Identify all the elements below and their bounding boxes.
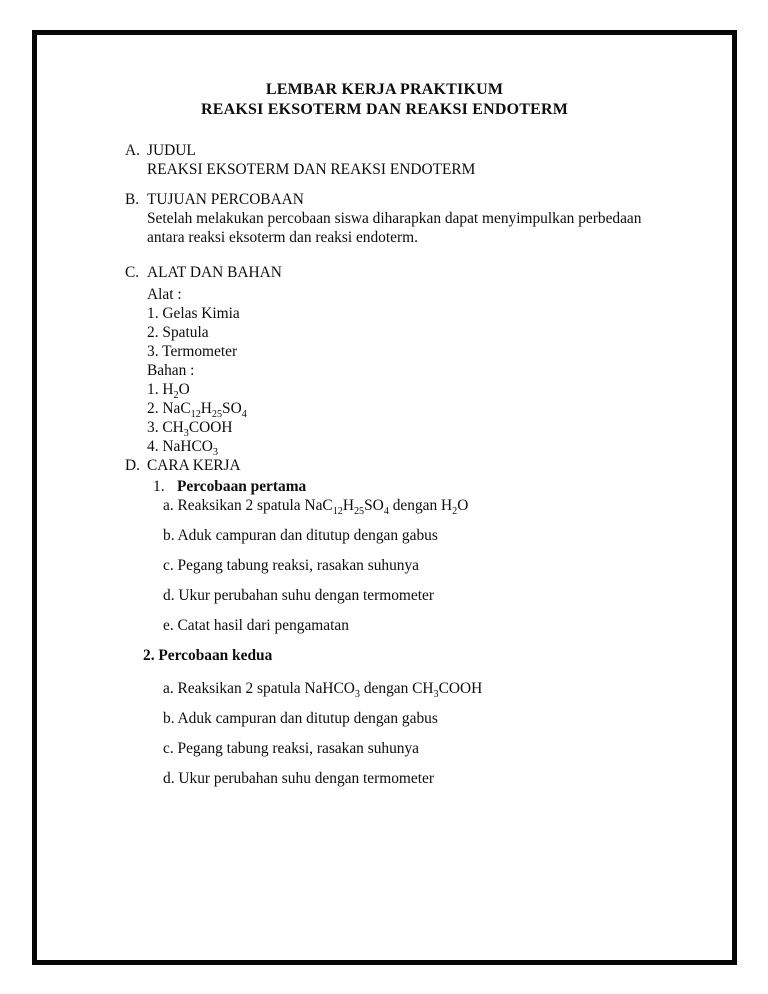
procedure-2-step: d. Ukur perubahan suhu dengan termometer	[163, 770, 434, 787]
procedure-1-number: 1.	[153, 478, 165, 495]
bahan-item: 4. NaHCO$_3$	[147, 438, 218, 459]
section-cara-kerja	[125, 456, 698, 788]
procedure-2-heading: 2. Percobaan kedua	[143, 647, 273, 664]
procedure-1-step: c. Pegang tabung reaksi, rasakan suhunya	[163, 557, 420, 574]
document-header	[37, 80, 732, 120]
section-a-heading: JUDUL	[147, 142, 196, 159]
section-d-heading-row	[125, 456, 698, 475]
section-a-body: REAKSI EKSOTERM DAN REAKSI ENDOTERM	[147, 161, 476, 178]
section-b-text-line1: Setelah melakukan percobaan siswa diharapkan dapat menyimpulkan perbedaan	[147, 210, 642, 227]
section-c-heading: ALAT DAN BAHAN	[147, 264, 282, 281]
procedure-1-step: e. Catat hasil dari pengamatan	[163, 617, 349, 634]
procedure-1-step: d. Ukur perubahan suhu dengan termometer	[163, 587, 434, 604]
bahan-item: 2. $NaC_{12}H_{25}SO_4$	[147, 400, 247, 421]
procedure-2-step: a. Reaksikan 2 spatula NaHCO$_3$ dengan $CH_3COOH$	[163, 680, 483, 701]
procedure-1-step: b. Aduk campuran dan ditutup dengan gabus	[163, 527, 438, 544]
alat-item: 1. Gelas Kimia	[147, 305, 240, 322]
section-b-heading-row	[125, 190, 698, 209]
alat-label: Alat :	[147, 286, 182, 303]
section-b-text-line2: antara reaksi eksoterm dan reaksi endoterm.	[147, 229, 418, 246]
section-a-letter: A.	[125, 142, 140, 159]
section-b-heading: TUJUAN PERCOBAAN	[147, 191, 304, 208]
alat-item: 3. Termometer	[147, 343, 238, 360]
section-d-letter: D.	[125, 457, 140, 474]
bahan-item: 3. $CH_3COOH$	[147, 419, 233, 440]
procedure-2-step: b. Aduk campuran dan ditutup dengan gabus	[163, 710, 438, 727]
section-b-letter: B.	[125, 191, 140, 208]
section-alat-bahan	[125, 263, 698, 459]
section-c-letter: C.	[125, 264, 140, 281]
procedure-1-heading	[153, 477, 698, 496]
procedure-1-step: a. Reaksikan 2 spatula $NaC_{12}H_{25}SO_4$ dengan $H_2O$	[163, 497, 469, 518]
worksheet-page	[32, 30, 737, 965]
bahan-label: Bahan :	[147, 362, 195, 379]
alat-item: 2. Spatula	[147, 324, 209, 341]
procedure-1-title: Percobaan pertama	[177, 478, 307, 495]
bahan-item: 1. $H_2O$	[147, 381, 190, 402]
section-judul	[125, 141, 698, 179]
section-tujuan	[125, 190, 698, 247]
document-body	[125, 141, 698, 788]
section-d-heading: CARA KERJA	[147, 457, 241, 474]
document-title-line2: REAKSI EKSOTERM DAN REAKSI ENDOTERM	[200, 101, 569, 118]
document-title-line1: LEMBAR KERJA PRAKTIKUM	[265, 81, 504, 98]
section-c-heading-row	[125, 263, 698, 282]
section-a-heading-row	[125, 141, 698, 160]
procedure-2-step: c. Pegang tabung reaksi, rasakan suhunya	[163, 740, 420, 757]
